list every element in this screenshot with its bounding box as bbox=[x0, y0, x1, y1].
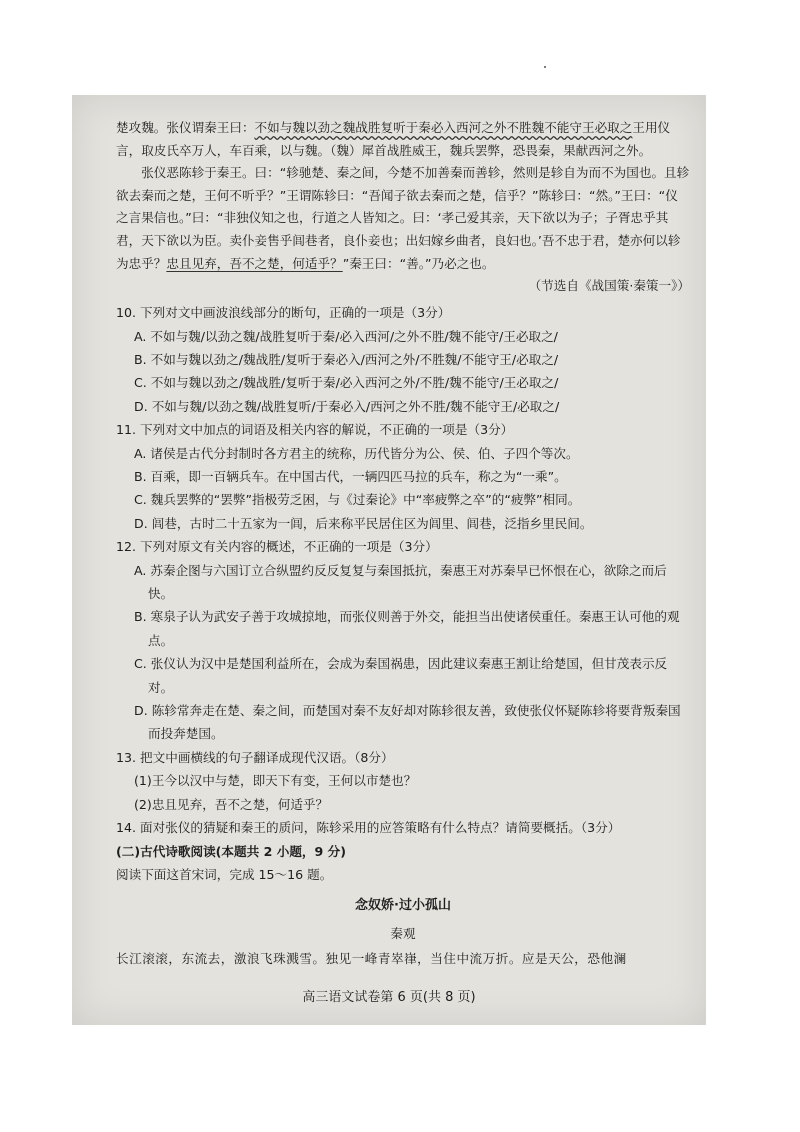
question-stem: 13. 把文中画横线的句子翻译成现代汉语。（8分） bbox=[116, 749, 394, 765]
poem-line: 长江滚滚，东流去，激浪飞珠溅雪。独见一峰青崒嵂，当住中流万折。应是天公，恐他澜 bbox=[116, 951, 627, 967]
question-option: C. 魏兵罢弊的“罢弊”指极劳乏困，与《过秦论》中“率疲弊之卒”的“疲弊”相同。 bbox=[134, 492, 581, 508]
page-content bbox=[116, 117, 690, 970]
question-option: B. 寒泉子认为武安子善于攻城掠地，而张仪则善于外交，能担当出使诸侯重任。秦惠王认可他的观点。 bbox=[134, 609, 680, 648]
page-footer: 高三语文试卷第 6 页(共 8 页) bbox=[302, 990, 476, 1005]
underlined-sentence: 忠且见弃，吾不之楚，何适乎？ bbox=[166, 255, 343, 271]
question-stem: 11. 下列对文中加点的词语及相关内容的解说，不正确的一项是（3分） bbox=[116, 422, 514, 438]
question-option: B. 百乘，即一百辆兵车。在中国古代，一辆四匹马拉的兵车，称之为“一乘”。 bbox=[134, 469, 567, 484]
question-option: D. 闾巷，古时二十五家为一闾，后来称平民居住区为闾里、闾巷，泛指乡里民间。 bbox=[134, 515, 593, 531]
question-option: B. 不如与魏以劲之/魏战胜/复听于秦必入/西河之外/不胜魏/不能守王/必取之/ bbox=[134, 351, 559, 367]
section-heading: (二)古代诗歌阅读(本题共 2 小题，9 分) bbox=[116, 843, 347, 859]
passage-paragraph-1 bbox=[116, 117, 690, 162]
speck bbox=[544, 66, 546, 68]
question-option: D. 陈轸常奔走在楚、秦之间，而楚国对秦不友好却对陈轸很友善，致使张仪怀疑陈轸将要背叛秦国而投奔楚国。 bbox=[134, 703, 681, 742]
poem-author: 秦观 bbox=[390, 926, 416, 942]
passage-paragraph-2 bbox=[116, 162, 690, 275]
passage-text: 张仪恶陈轸于秦王。曰：“轸驰楚、秦之间，今楚不加善秦而善轸，然则是轸自为而不为国也。且轸欲去秦而之楚，王何不听乎？”王谓陈轸曰：“吾闻子欲去秦而之楚，信乎？”陈轸曰：“然。”王曰：“仪之言果信也。”曰：“非独仪知之也，行道之人皆知之。曰：‘孝己爱其亲，天下欲以为子；子胥忠乎其君，天下欲以为臣。卖仆妾售乎闾巷者，良仆妾也；出妇嫁乡曲者，良妇也。’吾不忠于君，楚亦何以轸为忠乎？ bbox=[116, 165, 690, 271]
question-stem: 12. 下列对原文有关内容的概述，不正确的一项是（3分） bbox=[116, 539, 438, 555]
poem-title: 念奴娇·过小孤山 bbox=[355, 898, 451, 914]
passage-text: 楚攻魏。张仪谓秦王曰： bbox=[116, 120, 255, 135]
question-option: C. 不如与魏以劲之/魏战胜/复听于秦/必入西河之外/不胜/魏不能守/王必取之/ bbox=[134, 375, 559, 391]
question-list bbox=[116, 301, 690, 839]
question-stem: 10. 下列对文中画波浪线部分的断句，正确的一项是（3分） bbox=[116, 305, 451, 321]
question-option: A. 不如与魏/以劲之魏/战胜复听于秦/必入西河/之外不胜/魏不能守/王必取之/ bbox=[134, 328, 558, 344]
exam-page bbox=[72, 95, 706, 1025]
question-option: (2)忠且见弃，吾不之楚，何适乎？ bbox=[134, 796, 329, 812]
question-option: C. 张仪认为汉中是楚国利益所在，会成为秦国祸患，因此建议秦惠王割让给楚国，但甘茂表示反对。 bbox=[134, 656, 668, 695]
passage-text: ”秦王曰：“善。”乃必之也。 bbox=[342, 255, 495, 271]
question-option: A. 苏秦企图与六国订立合纵盟约反反复复与秦国抵抗，秦惠王对苏秦早已怀恨在心，欲除之而后快。 bbox=[134, 562, 667, 602]
section-instruction: 阅读下面这首宋词，完成 15～16 题。 bbox=[116, 866, 333, 882]
passage-text: 王用仪言，取皮氏卒万人，车百乘，以与魏。（魏）犀首战胜威王，魏兵罢弊，恐畏秦，果献西河之外。 bbox=[116, 120, 671, 158]
wavy-underlined-text: 不如与魏以劲之魏战胜复听于秦必入西河之外不胜魏不能守王必取之 bbox=[254, 120, 633, 135]
passage-source: （节选自《战国策·秦策一》） bbox=[528, 278, 690, 294]
question-option: A. 诸侯是古代分封制时各方君主的统称，历代皆分为公、侯、伯、子四个等次。 bbox=[134, 445, 579, 461]
question-option: (1)王今以汉中与楚，即天下有变，王何以市楚也？ bbox=[134, 773, 417, 789]
question-option: D. 不如与魏/以劲之魏/战胜复听/于秦必入/西河之外不胜/魏不能守王/必取之/ bbox=[134, 398, 560, 414]
question-stem: 14. 面对张仪的猜疑和秦王的质问，陈轸采用的应答策略有什么特点？请简要概括。（3分） bbox=[116, 820, 621, 836]
